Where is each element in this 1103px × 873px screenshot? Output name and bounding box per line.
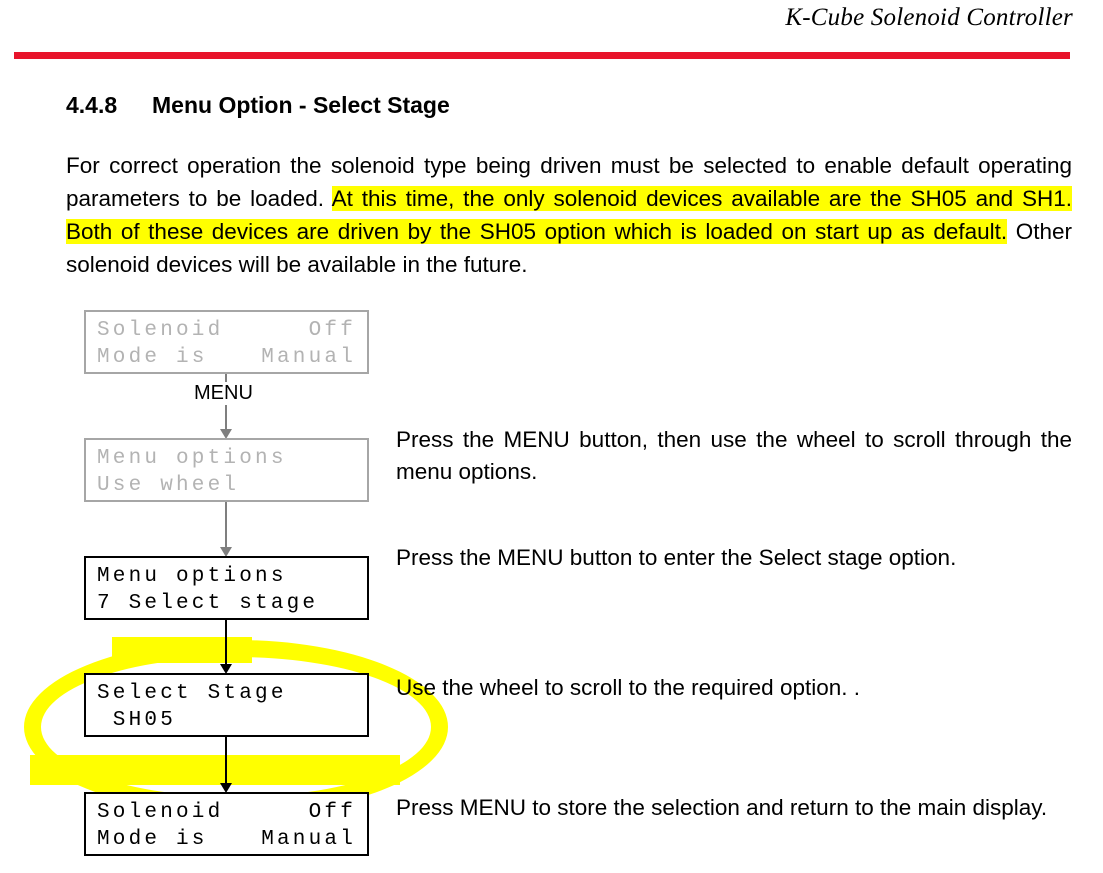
lcd4-line1: Select Stage	[97, 682, 287, 705]
lcd-screen-select-stage-sh05	[84, 673, 369, 737]
flow-arrow-2	[225, 502, 227, 548]
lcd1-line1-right: Off	[308, 319, 356, 342]
document-title: K-Cube Solenoid Controller	[785, 4, 1073, 31]
lcd4-line2: SH05	[97, 709, 177, 732]
section-heading	[66, 92, 450, 119]
menu-flow-diagram	[0, 300, 1103, 873]
lcd-screen-main-display-top	[84, 310, 369, 374]
section-title: Menu Option - Select Stage	[152, 92, 450, 118]
header-divider	[14, 52, 1070, 59]
instruction-step-3: Use the wheel to scroll to the required option. .	[396, 675, 861, 700]
section-paragraph	[66, 149, 1072, 281]
lcd5-line2-left: Mode is	[97, 828, 208, 851]
section-number: 4.4.8	[66, 92, 118, 118]
lcd5-line1-left: Solenoid	[97, 801, 224, 824]
lcd2-line2: Use wheel	[97, 474, 240, 497]
paragraph-highlighted-text: At this time, the only solenoid devices available are the SH05 and SH1. Both of these devices are driven by the SH05 option which is loaded on start up as default.	[66, 185, 1072, 244]
lcd1-line2-left: Mode is	[97, 346, 208, 369]
flow-arrow-3	[225, 620, 227, 665]
lcd2-line1: Menu options	[97, 447, 287, 470]
paragraph-text-part2: Other solenoid devices will be available in the future.	[66, 218, 1072, 277]
lcd-screen-menu-options-select-stage	[84, 556, 369, 620]
menu-button-label: MENU	[190, 382, 257, 405]
lcd3-line1: Menu options	[97, 565, 287, 588]
lcd-screen-main-display-bottom	[84, 792, 369, 856]
lcd1-line1-left: Solenoid	[97, 319, 224, 342]
flow-arrow-4	[225, 737, 227, 784]
paragraph-text-part1: For correct operation the solenoid type being driven must be selected to enable default operating parameters to be loaded.	[66, 152, 1072, 211]
instruction-step-2: Press the MENU button to enter the Select stage option.	[396, 545, 957, 570]
lcd3-line2: 7 Select stage	[97, 592, 319, 615]
lcd5-line1-right: Off	[308, 801, 356, 824]
lcd5-line2-right: Manual	[261, 828, 356, 851]
instruction-step-1: Press the MENU button, then use the wheel to scroll through the menu options.	[396, 427, 1072, 484]
lcd-screen-menu-options-use-wheel	[84, 438, 369, 502]
instruction-step-4: Press MENU to store the selection and return to the main display.	[396, 795, 1048, 820]
page-header	[0, 0, 1103, 62]
lcd1-line2-right: Manual	[261, 346, 356, 369]
